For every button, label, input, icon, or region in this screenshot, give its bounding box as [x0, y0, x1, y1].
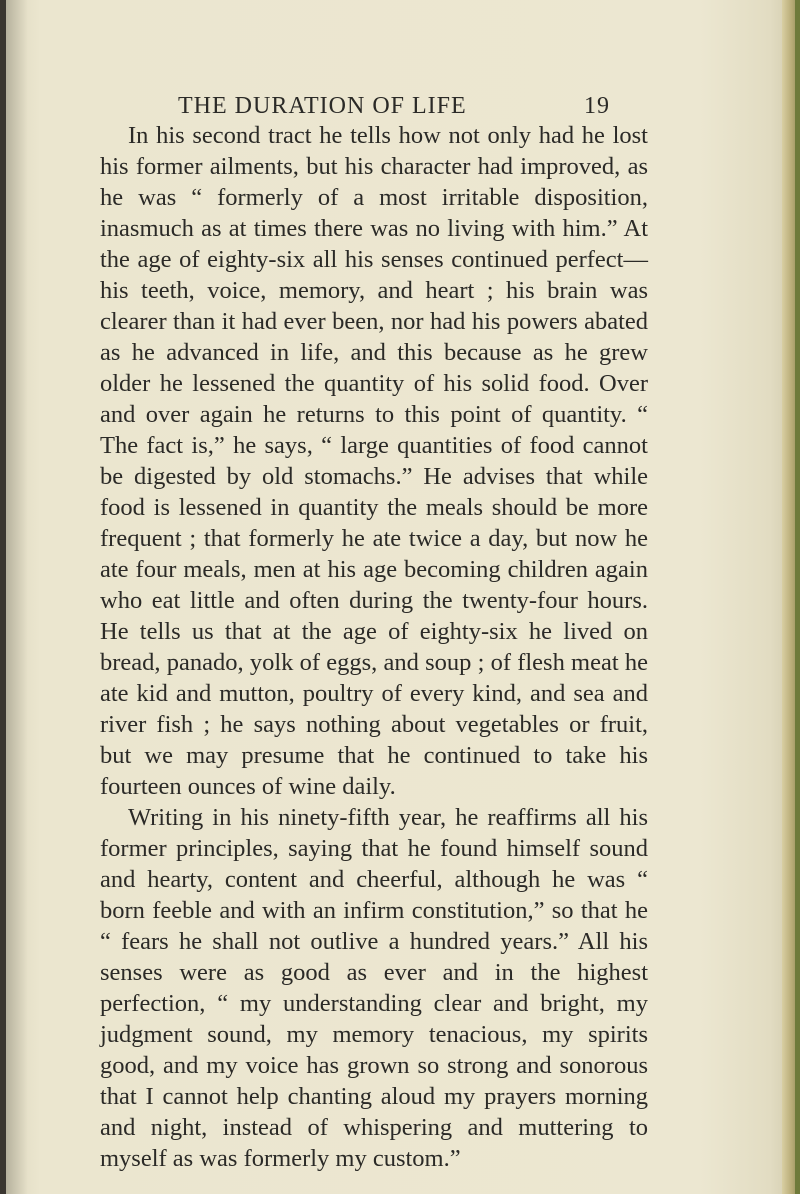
page-header: [178, 93, 610, 123]
page-edge-stripe: [795, 0, 800, 1194]
paragraph: Writing in his ninety-fifth year, he reaffirms all his former principles, saying that he found himself sound and hearty, content and cheerful, although he was “ born feeble and with an infirm constitution,” so that he “ fears he shall not outlive a hundred years.” All his senses were as good as ever and in the highest perfection, “ my understanding clear and bright, my judgment sound, my memory tenacious, my spirits good, and my voice has grown so strong and sonorous that I cannot help chanting aloud my prayers morning and night, instead of whispering and muttering to myself as was formerly my custom.”: [100, 804, 648, 1172]
page-gutter-shadow: [6, 0, 28, 1194]
page-number: 19: [584, 93, 610, 119]
paragraph: In his second tract he tells how not only had he lost his former ailments, but his character had improved, as he was “ formerly of a most irritable disposition, inasmuch as at times there was no living with him.” At the age of eighty-six all his senses continued perfect—his teeth, voice, memory, and heart ; his brain was clearer than it had ever been, nor had his powers abated as he advanced in life, and this because as he grew older he lessened the quantity of his solid food. Over and over again he returns to this point of quantity. “ The fact is,” he says, “ large quantities of food cannot be digested by old stomachs.” He advises that while food is lessened in quantity the meals should be more frequent ; that formerly he ate twice a day, but now he ate four meals, men at his age becoming children again who eat little and often during the twenty-four hours. He tells us that at the age of eighty-six he lived on bread, panado, yolk of eggs, and soup ; of flesh meat he ate kid and mutton, poultry of every kind, and sea and river fish ; he says nothing about vegetables or fruit, but we may presume that he continued to take his fourteen ounces of wine daily.: [100, 122, 648, 800]
running-title: THE DURATION OF LIFE: [178, 93, 467, 119]
body-text: [100, 120, 648, 1174]
